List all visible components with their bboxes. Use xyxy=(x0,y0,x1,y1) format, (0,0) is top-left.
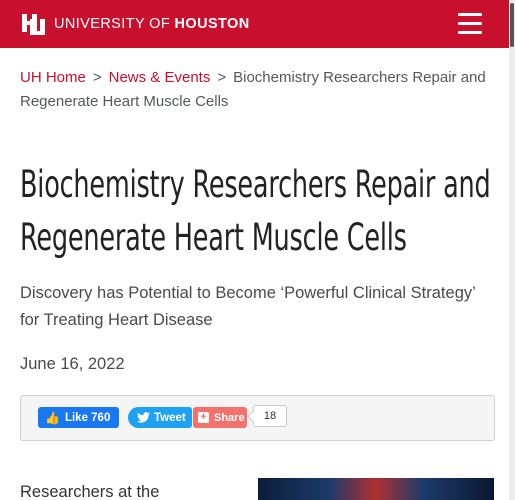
scrollbar-thumb[interactable] xyxy=(510,3,514,47)
uh-logo-link[interactable] xyxy=(21,11,250,37)
page-title: Biochemistry Researchers Repair and Regenerate Heart Muscle Cells xyxy=(20,163,491,259)
site-header xyxy=(0,0,509,48)
facebook-like-button[interactable] xyxy=(38,407,119,428)
tweet-button[interactable] xyxy=(128,407,192,428)
article-date: June 16, 2022 xyxy=(20,355,125,373)
logo-text-bold: HOUSTON xyxy=(174,16,250,32)
share-count-badge: 18 xyxy=(253,405,287,427)
plus-icon: + xyxy=(198,412,209,423)
article-image xyxy=(258,478,494,500)
hamburger-menu-icon[interactable] xyxy=(458,12,484,35)
tweet-label: Tweet xyxy=(154,411,186,424)
article-body-text: Researchers at the xyxy=(20,483,160,500)
thumbs-up-icon: 👍 xyxy=(45,410,60,425)
breadcrumb xyxy=(20,66,490,114)
share-label: Share xyxy=(214,411,245,424)
breadcrumb-current: Biochemistry Researchers Repair and Regenerate Heart Muscle Cells xyxy=(20,69,486,110)
logo-text-regular: UNIVERSITY OF xyxy=(54,16,175,32)
breadcrumb-news-link[interactable]: News & Events xyxy=(108,69,211,86)
like-label: Like 760 xyxy=(64,411,111,424)
scrollbar[interactable] xyxy=(509,0,515,500)
breadcrumb-home-link[interactable]: UH Home xyxy=(20,69,86,86)
twitter-bird-icon xyxy=(137,412,150,423)
uh-logo-icon xyxy=(21,11,47,37)
article-subtitle: Discovery has Potential to Become ‘Powerful Clinical Strategy’ for Treating Heart Disease xyxy=(20,284,476,329)
breadcrumb-separator: > xyxy=(217,69,227,86)
addthis-share-button[interactable] xyxy=(193,407,247,428)
breadcrumb-separator: > xyxy=(92,69,102,86)
social-share-bar xyxy=(20,395,495,441)
university-name xyxy=(54,11,250,37)
